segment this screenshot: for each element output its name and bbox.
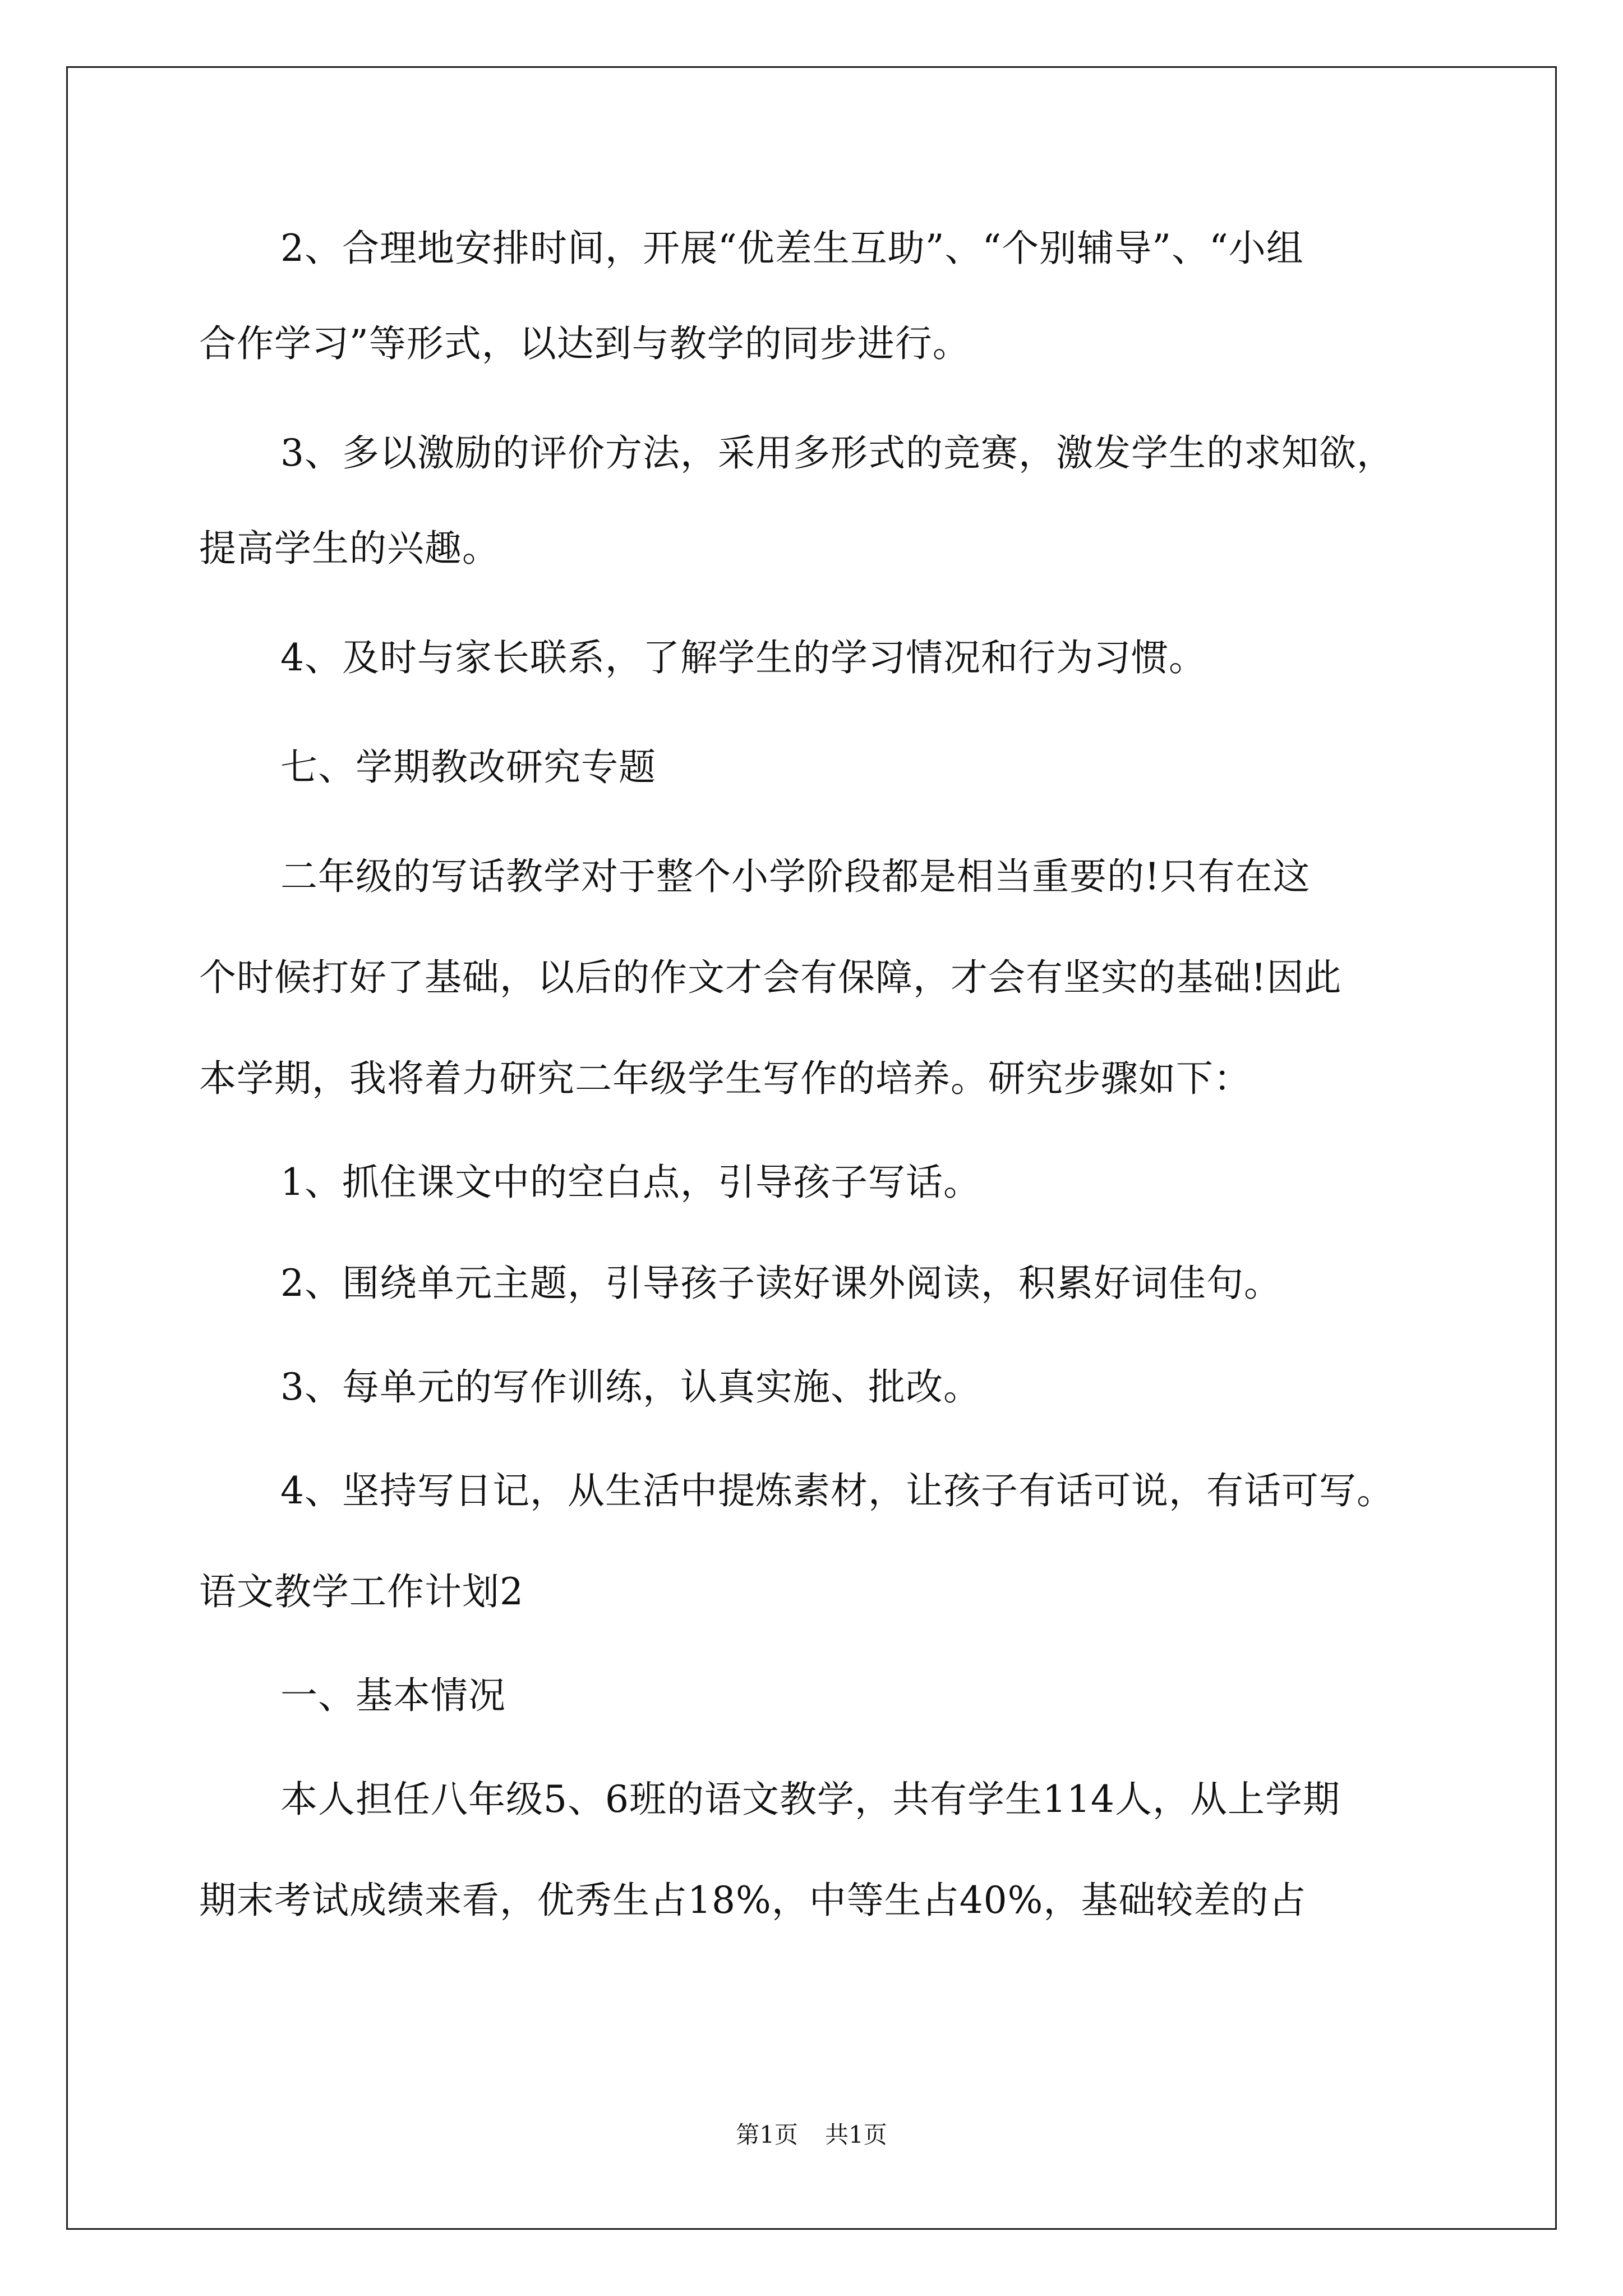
paragraph-line: 二年级的写话教学对于整个小学阶段都是相当重要的!只有在这 xyxy=(280,855,1311,898)
paragraph-line: 1、抓住课文中的空白点，引导孩子写话。 xyxy=(280,1161,981,1204)
paragraph-line: 期末考试成绩来看，优秀生占18%，中等生占40%，基础较差的占 xyxy=(199,1879,1307,1922)
paragraph-line: 4、坚持写日记，从生活中提炼素材，让孩子有话可说，有话可写。 xyxy=(280,1469,1394,1512)
document-subtitle: 语文教学工作计划2 xyxy=(199,1570,524,1613)
paragraph-line: 2、合理地安排时间，开展“优差生互助”、“个别辅导”、“小组 xyxy=(280,227,1304,270)
paragraph-line: 个时候打好了基础，以后的作文才会有保障，才会有坚实的基础!因此 xyxy=(199,956,1342,999)
page-footer xyxy=(0,2123,1623,2147)
paragraph-line: 本人担任八年级5、6班的语文教学，共有学生114人，从上学期 xyxy=(280,1778,1340,1821)
page-number: 第1页 xyxy=(736,2121,798,2148)
paragraph-line: 4、及时与家长联系，了解学生的学习情况和行为习惯。 xyxy=(280,636,1206,679)
paragraph-line: 本学期，我将着力研究二年级学生写作的培养。研究步骤如下： xyxy=(199,1057,1251,1100)
paragraph-line: 提高学生的兴趣。 xyxy=(199,527,500,570)
section-heading: 七、学期教改研究专题 xyxy=(280,746,656,789)
paragraph-line: 合作学习”等形式，以达到与教学的同步进行。 xyxy=(199,322,970,365)
paragraph-line: 3、每单元的写作训练，认真实施、批改。 xyxy=(280,1365,981,1409)
paragraph-line: 3、多以激励的评价方法，采用多形式的竞赛，激发学生的求知欲， xyxy=(280,431,1394,475)
paragraph-line: 2、围绕单元主题，引导孩子读好课外阅读，积累好词佳句。 xyxy=(280,1262,1281,1305)
section-heading: 一、基本情况 xyxy=(280,1674,506,1717)
page-total: 共1页 xyxy=(825,2121,887,2148)
